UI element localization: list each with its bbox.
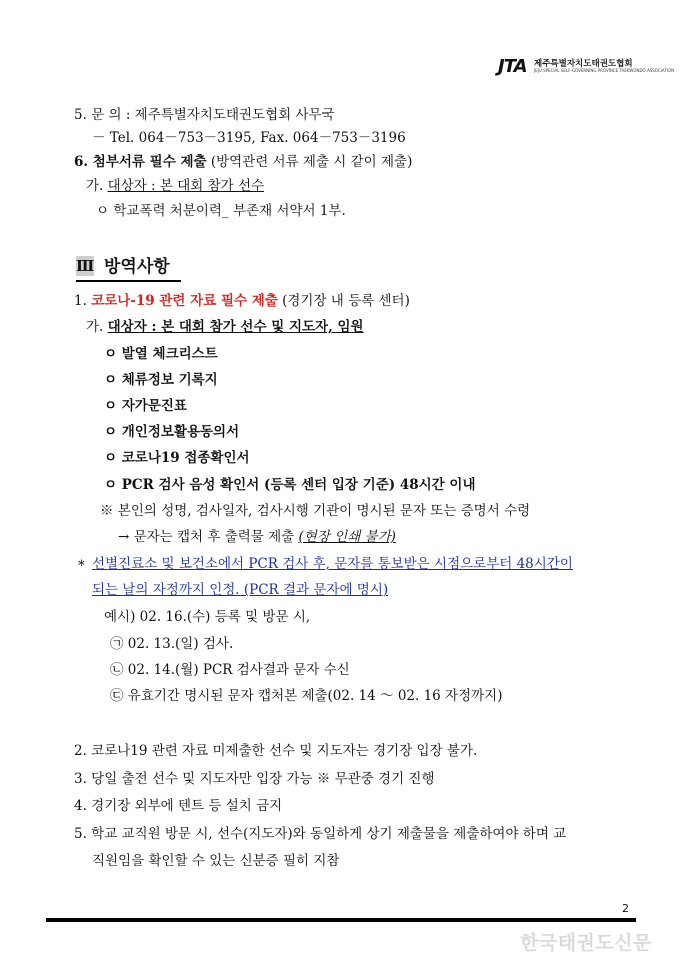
rule-item-continued: 직원임을 확인할 수 있는 신분증 필히 지참	[92, 853, 340, 869]
section-number: Ⅲ	[76, 257, 95, 275]
covid-heading-location: (경기장 내 등록 센터)	[277, 293, 410, 309]
attachments-heading: 6. 첨부서류 필수 제출	[74, 154, 207, 170]
example-step: ㉠ 02. 13.(일) 검사.	[110, 636, 234, 652]
pcr-validity-line1: 선별진료소 및 보건소에서 PCR 검사 후, 문자를 통보받은 시점으로부터 48시간이	[92, 556, 573, 572]
list-item: ㅇ 코로나19 접종확인서	[104, 450, 250, 466]
section-underline	[76, 280, 181, 282]
list-item: ㅇ 발열 체크리스트	[104, 346, 218, 362]
page-number: 2	[622, 902, 629, 915]
example-heading: 예시) 02. 16.(수) 등록 및 방문 시,	[104, 609, 311, 625]
pcr-validity-line2: 되는 날의 자정까지 인정. (PCR 결과 문자에 명시)	[92, 582, 389, 598]
header-logo	[498, 56, 675, 78]
list-item: ㅇ 체류정보 기록지	[104, 372, 218, 388]
org-name-en: JEJU SPECIAL SELF-GOVERNING PROVINCE TAEKWONDO ASSOCIATION	[534, 68, 675, 73]
star-mark: *	[78, 558, 85, 574]
logo-mark: JTA	[498, 56, 527, 77]
list-item: ㅇ PCR 검사 음성 확인서 (등록 센터 입장 기준) 48시간 이내	[104, 477, 476, 493]
example-step: ㉡ 02. 14.(월) PCR 검사결과 문자 수신	[110, 662, 350, 678]
attachments-note: (방역관련 서류 제출 시 같이 제출)	[206, 154, 413, 170]
list-item: ㅇ 개인정보활용동의서	[104, 424, 240, 440]
attachments-item: ㅇ 학교폭력 처분이력_ 부존재 서약서 1부.	[96, 203, 346, 219]
contact-detail: － Tel. 064－753－3195, Fax. 064－753－3196	[92, 130, 406, 146]
example-step: ㉢ 유효기간 명시된 문자 캡처본 제출(02. 14 ～ 02. 16 자정까지)	[110, 688, 503, 704]
section-title: 방역사항	[104, 257, 170, 277]
rule-item: 5. 학교 교직원 방문 시, 선수(지도자)와 동일하게 상기 제출물을 제출하여야 하며 교	[74, 826, 567, 842]
contact-line: 5. 문 의 : 제주특별자치도태권도협회 사무국	[74, 107, 335, 123]
capture-instruction: → 문자는 캡처 후 출력물 제출	[118, 529, 299, 545]
covid-target	[86, 318, 364, 336]
watermark: 한국태권도신문	[520, 932, 652, 954]
target-label: 대상자 : 본 대회 참가 선수	[107, 178, 265, 194]
no-onsite-print: (현장 인쇄 불가)	[298, 529, 396, 545]
attachments-target	[86, 177, 264, 195]
rule-item: 2. 코로나19 관련 자료 미제출한 선수 및 지도자는 경기장 입장 불가.	[74, 743, 478, 759]
footer-rule	[46, 918, 636, 922]
covid-target-prefix: 가.	[86, 319, 108, 335]
covid-note-capture	[118, 528, 396, 546]
covid-heading-prefix: 1.	[74, 293, 92, 309]
covid-heading-required: 코로나-19 관련 자료 필수 제출	[91, 293, 278, 309]
list-item: ㅇ 자가문진표	[104, 398, 187, 414]
rule-item: 3. 당일 출전 선수 및 지도자만 입장 가능 ※ 무관중 경기 진행	[74, 771, 435, 787]
covid-target-label: 대상자 : 본 대회 참가 선수 및 지도자, 임원	[107, 319, 364, 335]
covid-heading	[74, 292, 410, 310]
rule-item: 4. 경기장 외부에 텐트 등 설치 금지	[74, 798, 283, 814]
covid-note: ※ 본인의 성명, 검사일자, 검사시행 기관이 명시된 문자 또는 증명서 수령	[100, 503, 531, 519]
target-prefix: 가.	[86, 178, 108, 194]
org-name: 제주특별자치도태권도협회	[534, 59, 633, 69]
attachments-line	[74, 153, 412, 171]
